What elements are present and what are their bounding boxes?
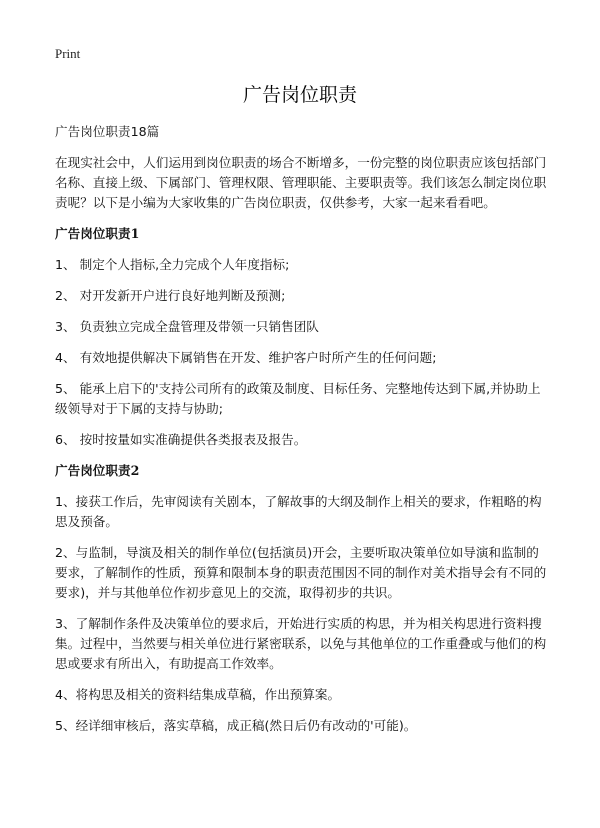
- list-item: 6、 按时按量如实准确提供各类报表及报告。: [55, 432, 307, 447]
- document-body: [55, 122, 547, 747]
- list-item: 1、 制定个人指标,全力完成个人年度指标;: [55, 257, 290, 272]
- list-item: 5、经详细审核后，落实草稿，成正稿(然日后仍有改动的'可能)。: [55, 718, 417, 733]
- print-label: Print: [55, 46, 81, 61]
- page-title: 广告岗位职责: [242, 84, 357, 106]
- list-item: 5、 能承上启下的'支持公司所有的政策及制度、目标任务、完整地传达到下属,并协助上级领导对于下属的支持与协助;: [55, 381, 541, 416]
- list-item: 4、将构思及相关的资料结集成草稿，作出预算案。: [55, 687, 341, 702]
- document-subtitle: 广告岗位职责18篇: [55, 124, 160, 139]
- section-2-list: [55, 492, 547, 736]
- intro-paragraph: 在现实社会中，人们运用到岗位职责的场合不断增多，一份完整的岗位职责应该包括部门名称、直接上级、下属部门、管理权限、管理职能、主要职责等。我们该怎么制定岗位职责呢？以下是小编为大家收集的广告岗位职责，仅供参考，大家一起来看看吧。: [55, 155, 547, 210]
- list-item: 2、 对开发新开户进行良好地判断及预测;: [55, 288, 286, 303]
- section-heading-2: 广告岗位职责2: [55, 463, 140, 478]
- list-item: 1、接获工作后，先审阅读有关剧本，了解故事的大纲及制作上相关的要求，作粗略的构思及预备。: [55, 494, 542, 529]
- section-heading-1: 广告岗位职责1: [55, 226, 140, 241]
- list-item: 2、与监制，导演及相关的制作单位(包括演员)开会，主要听取决策单位如导演和监制的要求，了解制作的性质，预算和限制本身的职责范围因不同的制作对美术指导会有不同的要求)，并与其他单位作初步意见上的交流，取得初步的共识。: [55, 545, 547, 600]
- list-item: 3、了解制作条件及决策单位的要求后，开始进行实质的构思，并为相关构思进行资料搜集。过程中，当然要与相关单位进行紧密联系，以免与其他单位的工作重叠或与他们的构思或要求有所出入，有助提高工作效率。: [55, 616, 547, 671]
- list-item: 3、 负责独立完成全盘管理及带领一只销售团队: [55, 319, 319, 334]
- list-item: 4、 有效地提供解决下属销售在开发、维护客户时所产生的任何问题;: [55, 350, 437, 365]
